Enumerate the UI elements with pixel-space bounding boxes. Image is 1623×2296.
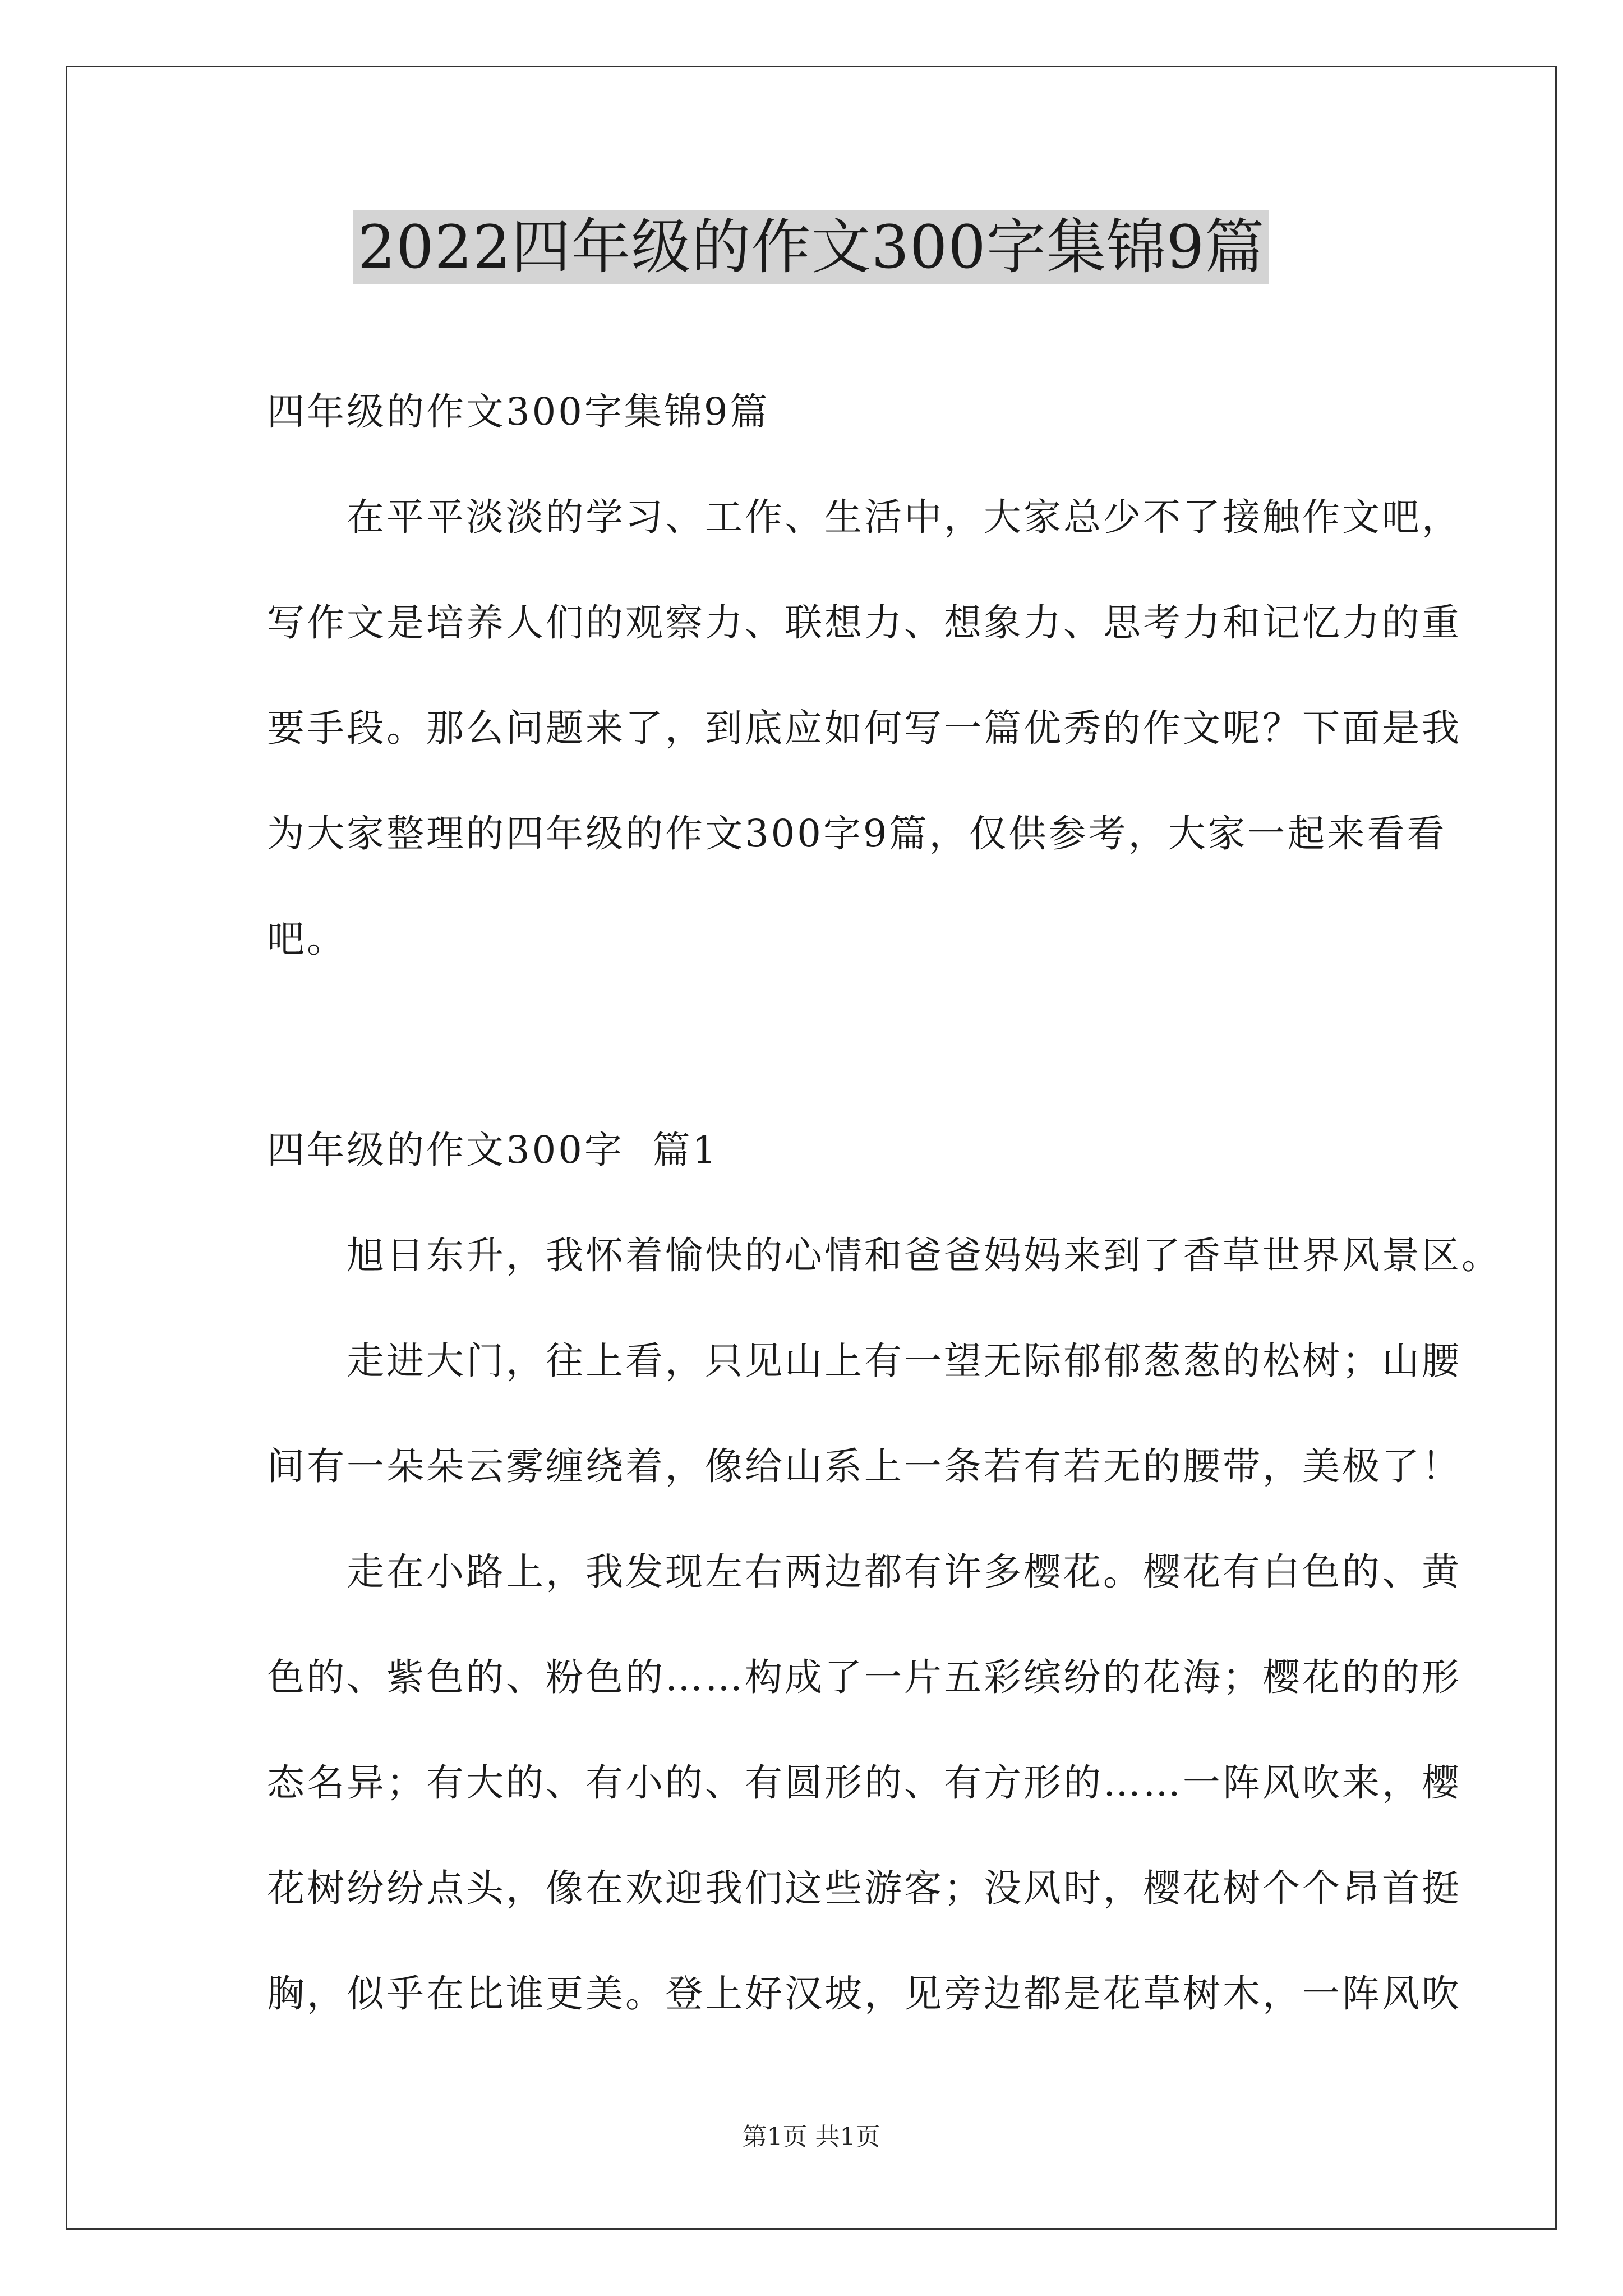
document-page: [66, 66, 1557, 2230]
page-footer: 第1页 共1页: [742, 2123, 880, 2151]
section-line: 走在小路上，我发现左右两边都有许多樱花。樱花有白色的、黄: [347, 1550, 1461, 1594]
section-line: 态名异；有大的、有小的、有圆形的、有方形的……一阵风吹来，樱: [267, 1761, 1461, 1805]
intro-line: 在平平淡淡的学习、工作、生活中，大家总少不了接触作文吧，: [347, 495, 1461, 539]
intro-line: 要手段。那么问题来了，到底应如何写一篇优秀的作文呢？下面是我: [267, 706, 1461, 750]
document-body: [267, 359, 1518, 2046]
intro-line: 写作文是培养人们的观察力、联想力、想象力、思考力和记忆力的重: [267, 601, 1461, 645]
paragraph-gap: [267, 992, 1518, 1097]
section-heading: 四年级的作文300字 篇1: [267, 1128, 719, 1172]
section-line: 胸，似乎在比谁更美。登上好汉坡，见旁边都是花草树木，一阵风吹: [267, 1972, 1461, 2016]
section-line: 色的、紫色的、粉色的……构成了一片五彩缤纷的花海；樱花的的形: [267, 1655, 1461, 1699]
document-title: 2022四年级的作文300字集锦9篇: [353, 210, 1270, 284]
title-wrap: [67, 210, 1555, 284]
intro-line: 吧。: [267, 917, 347, 961]
section-line: 旭日东升，我怀着愉快的心情和爸爸妈妈来到了香草世界风景区。: [347, 1234, 1501, 1277]
section-line: 间有一朵朵云雾缠绕着，像给山系上一条若有若无的腰带，美极了！: [267, 1444, 1461, 1488]
document-subtitle: 四年级的作文300字集锦9篇: [267, 390, 770, 434]
section-line: 走进大门，往上看，只见山上有一望无际郁郁葱葱的松树；山腰: [347, 1339, 1461, 1383]
section-line: 花树纷纷点头，像在欢迎我们这些游客；没风时，樱花树个个昂首挺: [267, 1866, 1461, 1910]
intro-line: 为大家整理的四年级的作文300字9篇，仅供参考，大家一起来看看: [267, 812, 1447, 855]
